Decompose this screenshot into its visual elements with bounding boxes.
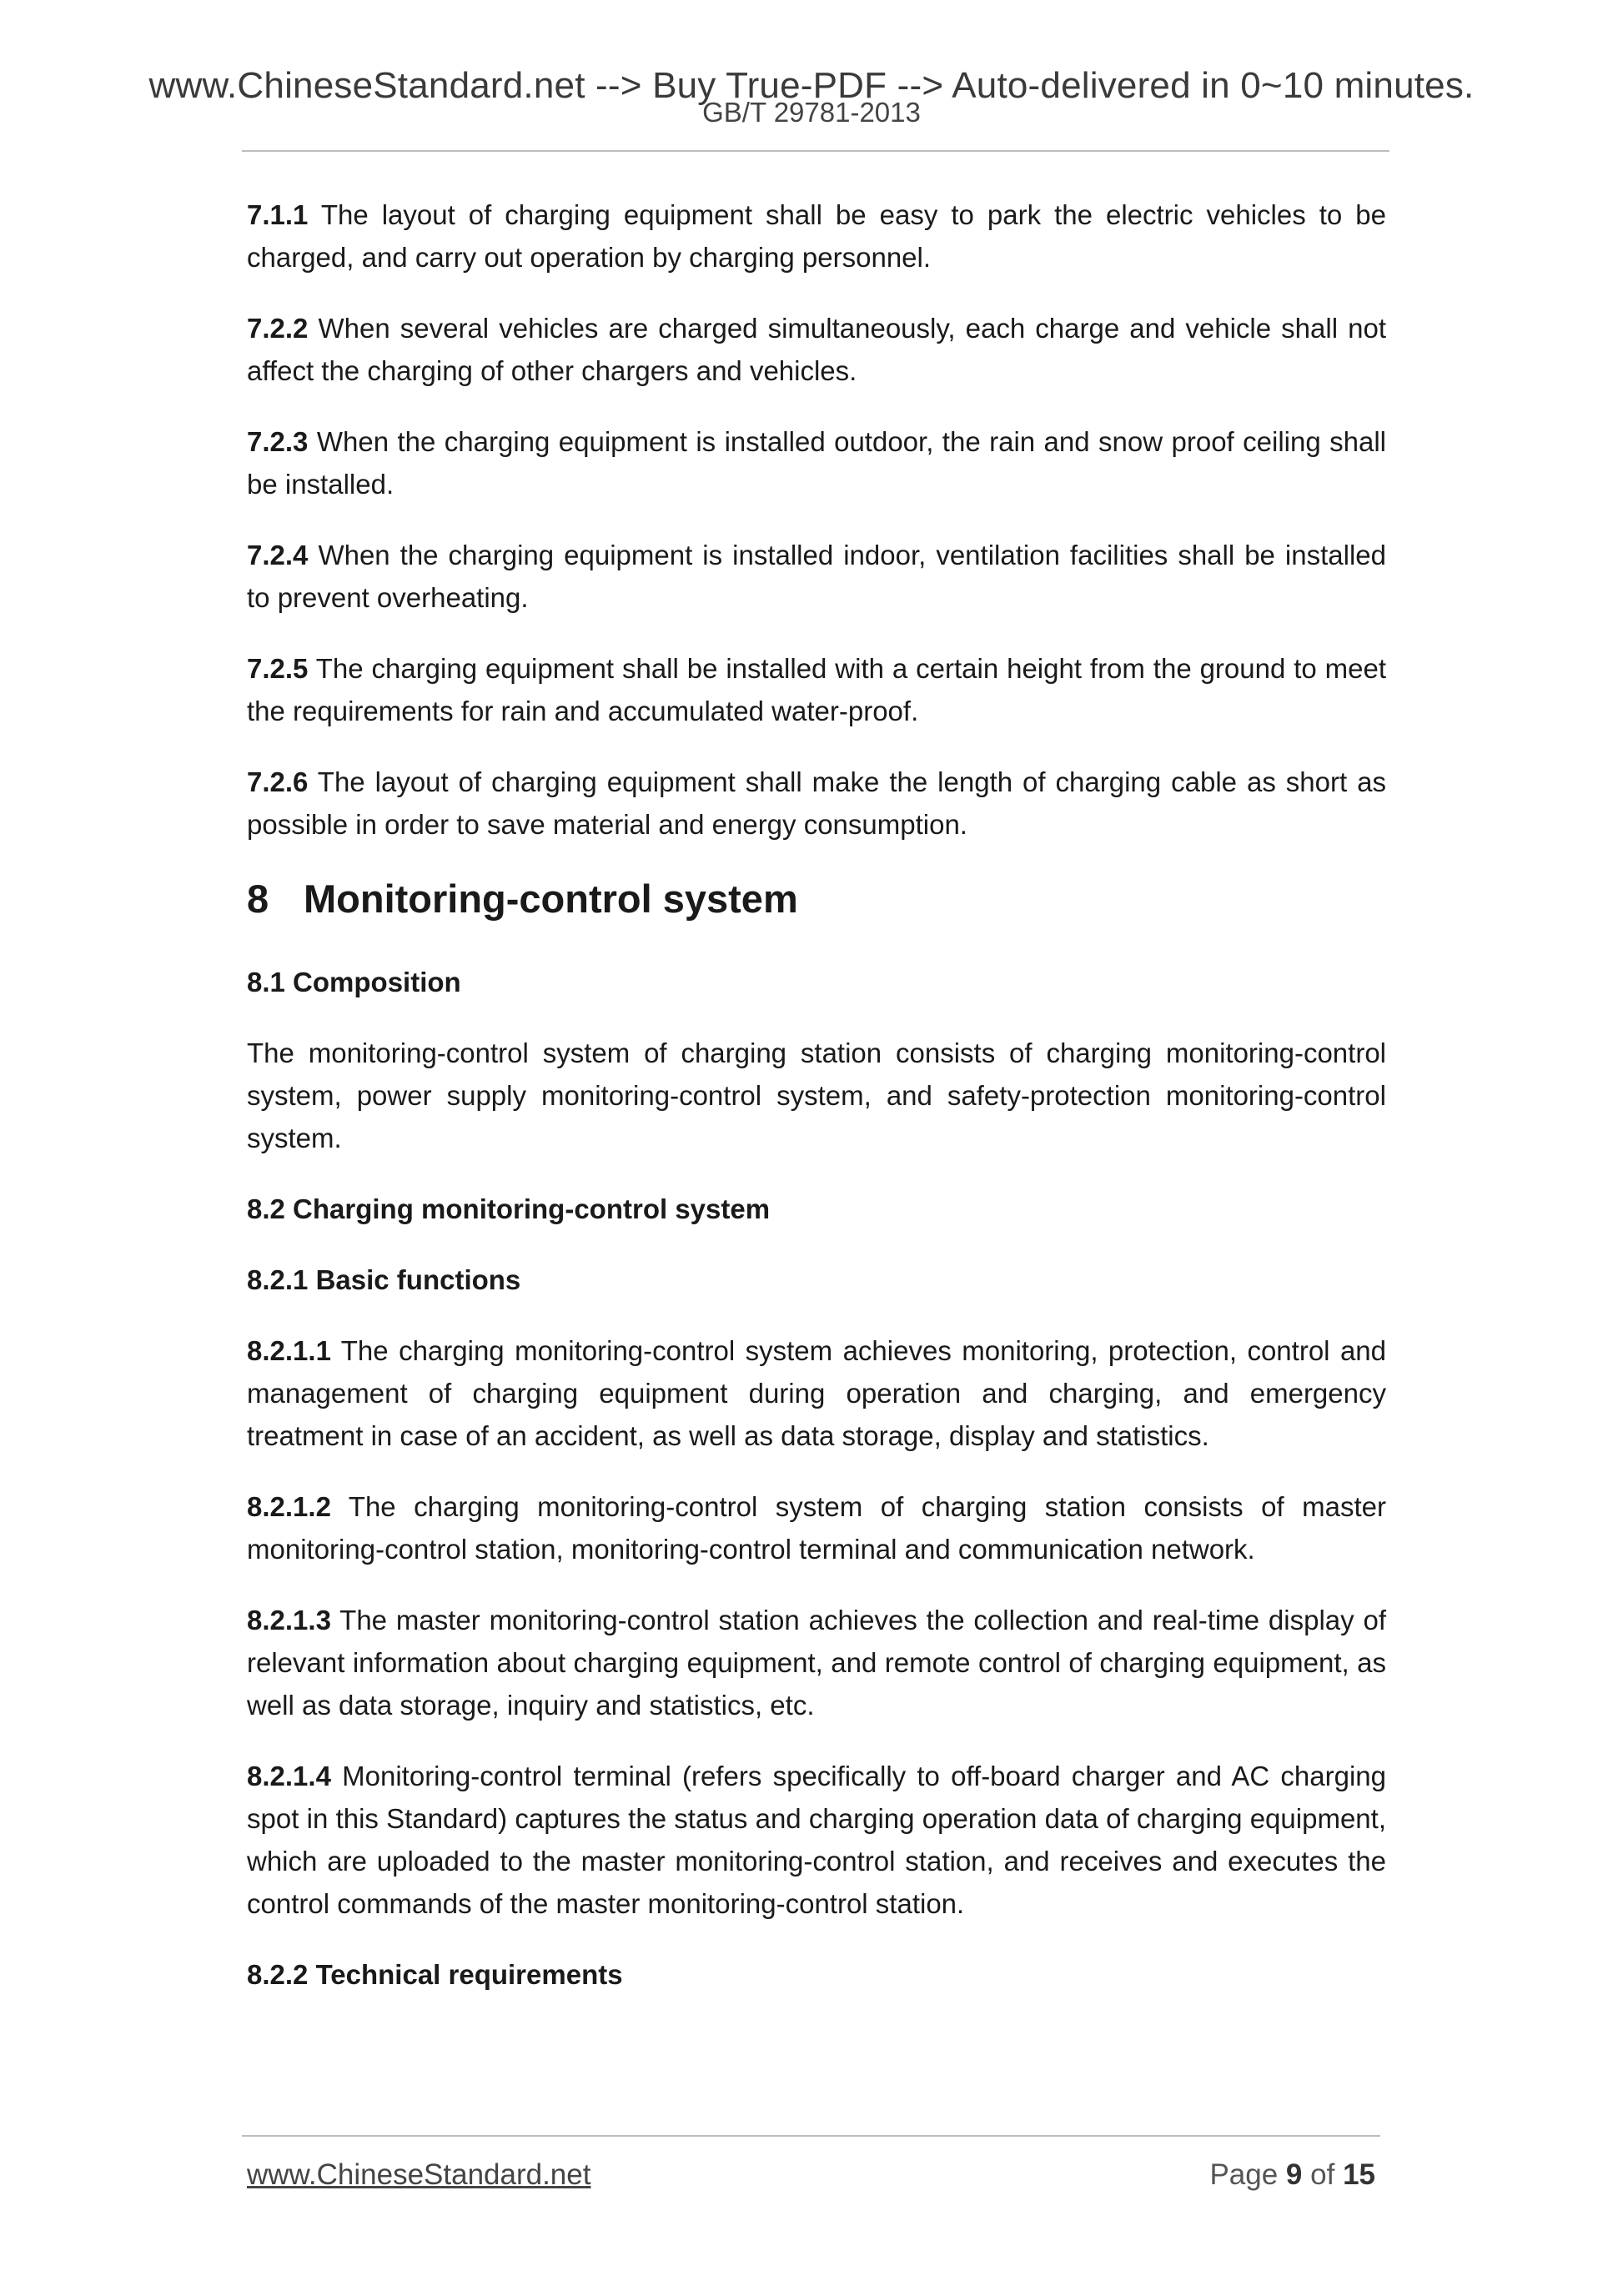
clause-text: Monitoring-control terminal (refers specifically to off-board charger and AC charging spot in this Standard) captures the status and charging operation data of charging equipment, which are uploaded to the master monitoring-control station, and receives and executes the control commands of the master monitoring-control station. xyxy=(247,1761,1386,1919)
clause-text: The layout of charging equipment shall be easy to park the electric vehicles to be charged, and carry out operation by charging personnel. xyxy=(247,199,1386,273)
clause-7-2-3 xyxy=(247,420,1386,505)
page-word: Page xyxy=(1209,2158,1279,2191)
clause-number: 7.2.4 xyxy=(247,540,309,570)
footer-site-link[interactable]: www.ChineseStandard.net xyxy=(247,2158,591,2191)
clause-text: When the charging equipment is installed indoor, ventilation facilities shall be installed to prevent overheating. xyxy=(247,540,1387,613)
site-banner: www.ChineseStandard.net --> Buy True-PDF --> Auto-delivered in 0~10 minutes. xyxy=(148,65,1475,106)
page-of: of xyxy=(1310,2158,1335,2191)
page-indicator xyxy=(1209,2158,1375,2192)
header-divider xyxy=(242,150,1389,152)
document-number: GB/T 29781-2013 xyxy=(702,97,921,128)
clause-number: 8.2.1.3 xyxy=(247,1605,331,1635)
clause-number: 8.2.1.4 xyxy=(247,1761,331,1791)
clause-number: 7.2.6 xyxy=(247,766,309,797)
clause-8-2-1-1 xyxy=(247,1329,1386,1457)
page-total: 15 xyxy=(1343,2158,1375,2191)
clause-8-2-1-4 xyxy=(247,1755,1386,1925)
section-8-2-heading: 8.2 Charging monitoring-control system xyxy=(247,1193,771,1224)
clause-text: When several vehicles are charged simultaneously, each charge and vehicle shall not affect the charging of other chargers and vehicles. xyxy=(247,313,1386,386)
section-8-1-heading: 8.1 Composition xyxy=(247,967,461,997)
clause-text: The master monitoring-control station achieves the collection and real-time display of relevant information about charging equipment, and remote control of charging equipment, as well as data storage, inquiry and statistics, etc. xyxy=(247,1605,1386,1721)
clause-number: 7.2.5 xyxy=(247,653,309,684)
footer-divider xyxy=(242,2135,1380,2137)
clause-text: The charging monitoring-control system of charging station consists of master monitoring-control station, monitoring-control terminal and communication network. xyxy=(247,1491,1386,1565)
clause-8-2-1-2 xyxy=(247,1485,1386,1570)
clause-7-2-4 xyxy=(247,534,1386,619)
clause-7-2-6 xyxy=(247,761,1386,846)
chapter-8-heading xyxy=(247,874,1386,924)
clause-number: 7.1.1 xyxy=(247,199,309,230)
clause-text: The charging monitoring-control system achieves monitoring, protection, control and management of charging equipment during operation and charging, and emergency treatment in case of an accident, as well as data storage, display and statistics. xyxy=(247,1335,1386,1451)
clause-number: 7.2.3 xyxy=(247,426,309,457)
clause-number: 7.2.2 xyxy=(247,313,309,344)
clause-number: 8.2.1.1 xyxy=(247,1335,331,1366)
clause-7-2-2 xyxy=(247,307,1386,392)
section-8-1-text: The monitoring-control system of charging station consists of charging monitoring-control system, power supply monitoring-control system, and safety-protection monitoring-control system. xyxy=(247,1037,1386,1153)
clause-text: When the charging equipment is installed outdoor, the rain and snow proof ceiling shall be installed. xyxy=(247,426,1387,500)
page-current: 9 xyxy=(1285,2158,1303,2191)
page-body xyxy=(247,193,1386,2024)
clause-8-2-1-3 xyxy=(247,1599,1386,1726)
section-8-2-2-heading: 8.2.2 Technical requirements xyxy=(247,1959,623,1990)
clause-text: The charging equipment shall be installed with a certain height from the ground to meet the requirements for rain and accumulated water-proof. xyxy=(247,653,1387,726)
section-8-2-1-heading: 8.2.1 Basic functions xyxy=(247,1264,521,1295)
clause-7-1-1 xyxy=(247,193,1386,279)
clause-text: The layout of charging equipment shall make the length of charging cable as short as possible in order to save material and energy consumption. xyxy=(247,766,1386,840)
clause-7-2-5 xyxy=(247,647,1386,732)
chapter-title: Monitoring-control system xyxy=(304,877,798,921)
clause-number: 8.2.1.2 xyxy=(247,1491,331,1522)
chapter-number: 8 xyxy=(247,877,269,921)
